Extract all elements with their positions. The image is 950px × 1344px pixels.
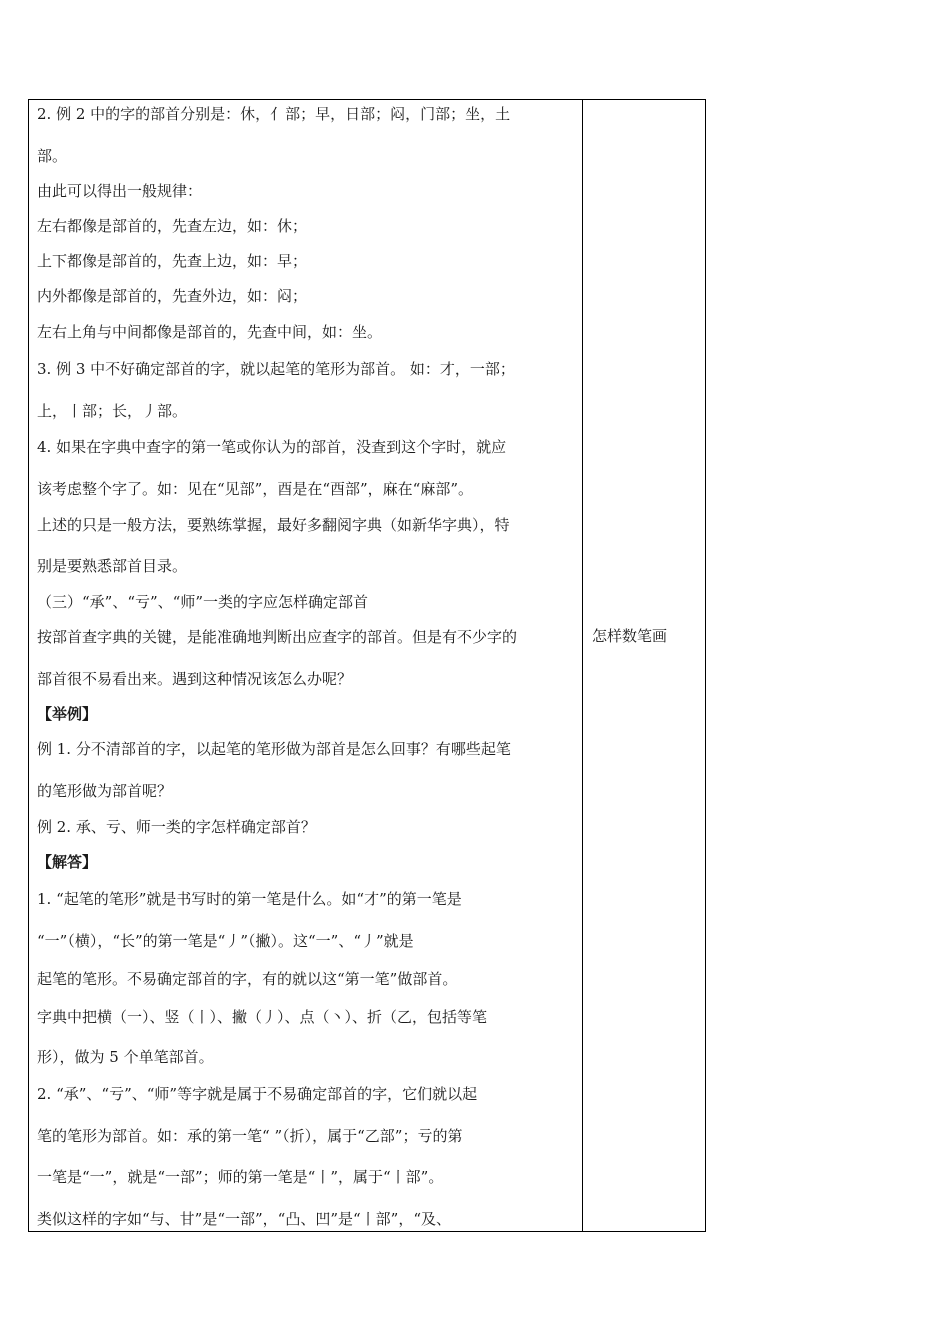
text-line: 形），做为 5 个单笔部首。 bbox=[37, 1048, 214, 1066]
right-cell-text: 怎样数笔画 bbox=[592, 627, 668, 645]
section-heading: 【解答】 bbox=[37, 853, 98, 871]
text-line: 的笔形做为部首呢？ bbox=[37, 782, 173, 800]
text-line: 左右都像是部首的，先查左边，如：休； bbox=[37, 217, 308, 235]
text-line: （三）“承”、“亏”、“师”一类的字应怎样确定部首 bbox=[37, 593, 369, 611]
text-line: 例 1. 分不清部首的字，以起笔的笔形做为部首是怎么回事？有哪些起笔 bbox=[37, 740, 511, 758]
text-line: 起笔的笔形。不易确定部首的字，有的就以这“第一笔”做部首。 bbox=[37, 970, 458, 988]
column-divider bbox=[582, 100, 583, 1231]
text-line: 由此可以得出一般规律： bbox=[37, 182, 203, 200]
text-line: 字典中把横（一）、竖（丨）、撇（丿）、点（丶）、折（乙，包括等笔 bbox=[37, 1008, 488, 1026]
text-line: 上，丨部；长，丿部。 bbox=[37, 402, 188, 420]
text-line: 上述的只是一般方法，要熟练掌握，最好多翻阅字典（如新华字典），特 bbox=[37, 516, 510, 534]
text-line: 部。 bbox=[37, 147, 68, 165]
text-line: 笔的笔形为部首。如：承的第一笔“ ”（折），属于“乙部”；亏的第 bbox=[37, 1127, 463, 1145]
text-line: 例 2. 承、亏、师一类的字怎样确定部首？ bbox=[37, 818, 316, 836]
text-line: 2. “承”、“亏”、“师”等字就是属于不易确定部首的字，它们就以起 bbox=[37, 1085, 478, 1103]
section-heading: 【举例】 bbox=[37, 705, 98, 723]
text-line: 1. “起笔的笔形”就是书写时的第一笔是什么。如“才”的第一笔是 bbox=[37, 890, 462, 908]
content-table bbox=[28, 99, 706, 1232]
text-line: 一笔是“一”，就是“一部”；师的第一笔是“丨”，属于“丨部”。 bbox=[37, 1168, 444, 1186]
text-line: “一”（横），“长”的第一笔是“丿”（撇）。这“一”、“丿”就是 bbox=[37, 932, 414, 950]
text-line: 类似这样的字如“与、甘”是“一部”，“凸、凹”是“丨部”，“及、 bbox=[37, 1210, 452, 1228]
text-line: 按部首查字典的关键，是能准确地判断出应查字的部首。但是有不少字的 bbox=[37, 628, 518, 646]
text-line: 左右上角与中间都像是部首的，先查中间，如：坐。 bbox=[37, 323, 383, 341]
text-line: 上下都像是部首的，先查上边，如：早； bbox=[37, 252, 308, 270]
text-line: 4. 如果在字典中查字的第一笔或你认为的部首，没查到这个字时，就应 bbox=[37, 438, 507, 456]
left-cell bbox=[37, 100, 577, 1231]
text-line: 部首很不易看出来。遇到这种情况该怎么办呢？ bbox=[37, 670, 353, 688]
text-line: 2. 例 2 中的字的部首分别是：休，亻部；早，日部；闷，门部；坐，土 bbox=[37, 105, 511, 123]
text-line: 该考虑整个字了。如：见在“见部”，酉是在“酉部”，麻在“麻部”。 bbox=[37, 480, 474, 498]
text-line: 内外都像是部首的，先查外边，如：闷； bbox=[37, 287, 308, 305]
text-line: 别是要熟悉部首目录。 bbox=[37, 557, 188, 575]
text-line: 3. 例 3 中不好确定部首的字，就以起笔的笔形为部首。 如：才，一部； bbox=[37, 360, 515, 378]
